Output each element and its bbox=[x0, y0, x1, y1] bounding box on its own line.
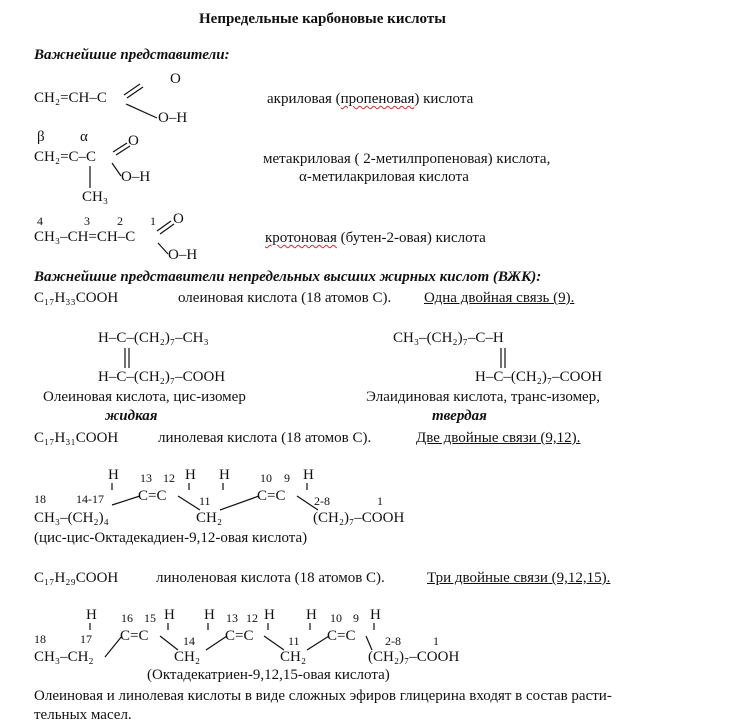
crotonic-name: кротоновая (бутен-2-овая) кислота bbox=[265, 230, 486, 246]
linoleic-h-9: H bbox=[303, 467, 314, 483]
methacrylic-formula: CH₂=C–C bbox=[34, 149, 97, 165]
acrylic-name: акриловая (пропеновая) кислота bbox=[267, 91, 474, 107]
linolenic-formula: C₁₇H₂₉COOH bbox=[34, 570, 119, 586]
trans-row-top: CH₃–(CH₂)₇–C–H bbox=[393, 330, 504, 346]
linolenic-num-17: 17 bbox=[80, 632, 92, 646]
linolenic-double-bonds: Три двойные связи (9,12,15). bbox=[427, 570, 611, 586]
methacrylic-oh-bond bbox=[112, 163, 121, 176]
linolenic-num-9: 9 bbox=[353, 611, 359, 625]
linolenic-ch3-chain: CH₃–CH₂ bbox=[34, 649, 94, 665]
linoleic-formula: C₁₇H₃₁COOH bbox=[34, 430, 119, 446]
crotonic-num-3: 3 bbox=[84, 214, 90, 228]
methacrylic-o-top: O bbox=[128, 133, 139, 149]
linolenic-bond-c bbox=[206, 636, 227, 650]
linoleic-c-eq-c-2: C=C bbox=[257, 488, 286, 504]
oleic-description: олеиновая кислота (18 атомов С). bbox=[178, 290, 392, 306]
linolenic-num-1: 1 bbox=[433, 634, 439, 648]
linoleic-num-14-17: 14-17 bbox=[76, 492, 104, 506]
linoleic-c-eq-c-1: C=C bbox=[138, 488, 167, 504]
linolenic-h-9: H bbox=[370, 607, 381, 623]
linoleic-num-12: 12 bbox=[163, 471, 175, 485]
linolenic-ch2-1: CH₂ bbox=[174, 649, 201, 665]
linolenic-num-15: 15 bbox=[144, 611, 156, 625]
crotonic-formula: CH₃–CH=CH–C bbox=[34, 229, 136, 245]
linolenic-bond-d bbox=[264, 636, 284, 650]
linoleic-h-12: H bbox=[185, 467, 196, 483]
linoleic-bond-a bbox=[112, 496, 140, 505]
page-title: Непредельные карбоновые кислоты bbox=[199, 11, 446, 27]
linolenic-num-13: 13 bbox=[226, 611, 238, 625]
methacrylic-co-bond-2 bbox=[116, 146, 130, 155]
linoleic-tail: (CH₂)₇–COOH bbox=[313, 510, 405, 526]
linolenic-num-14: 14 bbox=[183, 634, 195, 648]
crotonic-oh: O–H bbox=[168, 247, 198, 263]
linolenic-ch2-2: CH₂ bbox=[280, 649, 307, 665]
linolenic-h-10: H bbox=[306, 607, 317, 623]
linolenic-bond-b bbox=[160, 636, 178, 650]
linoleic-num-11: 11 bbox=[199, 494, 211, 508]
linolenic-c-eq-c-3: C=C bbox=[327, 628, 356, 644]
linoleic-ch2: CH₂ bbox=[196, 510, 223, 526]
linolenic-bond-a bbox=[105, 636, 122, 657]
trans-row-bottom: H–C–(CH₂)₇–COOH bbox=[475, 369, 603, 385]
linolenic-h-15: H bbox=[164, 607, 175, 623]
linoleic-num-18: 18 bbox=[34, 492, 46, 506]
methacrylic-oh: O–H bbox=[121, 169, 151, 185]
linolenic-num-16: 16 bbox=[121, 611, 133, 625]
section-heading-higher-fatty-acids: Важнейшие представители непредельных высших жирных кислот (ВЖК): bbox=[34, 269, 542, 285]
cis-row-bottom: H–C–(CH₂)₇–COOH bbox=[98, 369, 226, 385]
linoleic-bond-c bbox=[220, 496, 259, 510]
crotonic-o-top: O bbox=[173, 211, 184, 227]
linoleic-systematic-name: (цис-цис-Октадекадиен-9,12-овая кислота) bbox=[34, 530, 308, 546]
linoleic-num-9: 9 bbox=[284, 471, 290, 485]
linolenic-h-12: H bbox=[264, 607, 275, 623]
methacrylic-ch3: CH₃ bbox=[82, 189, 109, 205]
acrylic-co-bond-1 bbox=[124, 84, 140, 95]
crotonic-num-1: 1 bbox=[150, 214, 156, 228]
crotonic-co-bond-1 bbox=[157, 221, 171, 231]
trans-state: твердая bbox=[432, 408, 487, 424]
section-heading-main-representatives: Важнейшие представители: bbox=[34, 47, 230, 63]
crotonic-co-bond-2 bbox=[160, 224, 174, 234]
linolenic-num-18: 18 bbox=[34, 632, 46, 646]
oleic-double-bonds: Одна двойная связь (9). bbox=[424, 290, 575, 306]
crotonic-num-2: 2 bbox=[117, 214, 123, 228]
trans-caption: Элаидиновая кислота, транс-изомер, bbox=[366, 389, 600, 405]
linoleic-double-bonds: Две двойные связи (9,12). bbox=[416, 430, 581, 446]
acrylic-oh-bond bbox=[126, 104, 157, 118]
linoleic-bond-b bbox=[178, 496, 200, 510]
acrylic-o-top: O bbox=[170, 71, 181, 87]
linoleic-ch3-chain: CH₃–(CH₂)₄ bbox=[34, 510, 109, 526]
linolenic-description: линоленовая кислота (18 атомов С). bbox=[156, 570, 385, 586]
methacrylic-beta-label: β bbox=[37, 129, 45, 145]
linolenic-tail: (CH₂)₇–COOH bbox=[368, 649, 460, 665]
crotonic-num-4: 4 bbox=[37, 214, 43, 228]
cis-row-top: H–C–(CH₂)₇–CH₃ bbox=[98, 330, 209, 346]
linoleic-h-10: H bbox=[219, 467, 230, 483]
linolenic-c-eq-c-1: C=C bbox=[120, 628, 149, 644]
linoleic-h-13: H bbox=[108, 467, 119, 483]
linolenic-systematic-name: (Октадекатриен-9,12,15-овая кислота) bbox=[147, 667, 390, 683]
linoleic-description: линолевая кислота (18 атомов С). bbox=[158, 430, 372, 446]
linolenic-bond-f bbox=[366, 636, 372, 650]
methacrylic-co-bond-1 bbox=[113, 143, 127, 152]
acrylic-co-bond-2 bbox=[127, 87, 143, 98]
linolenic-c-eq-c-2: C=C bbox=[225, 628, 254, 644]
footer-line-2: тельных масел. bbox=[34, 707, 132, 723]
linoleic-bond-d bbox=[297, 496, 318, 510]
linolenic-num-11: 11 bbox=[288, 634, 300, 648]
acrylic-formula: CH₂=CH–C bbox=[34, 90, 107, 106]
linolenic-num-10: 10 bbox=[330, 611, 342, 625]
linolenic-bond-e bbox=[307, 636, 329, 650]
crotonic-oh-bond bbox=[158, 243, 168, 254]
oleic-formula: C₁₇H₃₃COOH bbox=[34, 290, 119, 306]
linoleic-num-2-8: 2-8 bbox=[314, 494, 330, 508]
acrylic-oh: O–H bbox=[158, 110, 188, 126]
linoleic-num-10: 10 bbox=[260, 471, 272, 485]
cis-state: жидкая bbox=[105, 408, 158, 424]
linolenic-h-16: H bbox=[86, 607, 97, 623]
methacrylic-name: метакриловая ( 2-метилпропеновая) кислота, bbox=[263, 151, 551, 167]
linoleic-num-13: 13 bbox=[140, 471, 152, 485]
methacrylic-alpha-label: α bbox=[80, 129, 88, 145]
linoleic-num-1: 1 bbox=[377, 494, 383, 508]
cis-caption: Олеиновая кислота, цис-изомер bbox=[43, 389, 246, 405]
linolenic-h-13: H bbox=[204, 607, 215, 623]
methacrylic-alt-name: α-метилакриловая кислота bbox=[299, 169, 469, 185]
footer-line-1: Олеиновая и линолевая кислоты в виде сложных эфиров глицерина входят в состав расти- bbox=[34, 688, 612, 704]
linolenic-num-2-8: 2-8 bbox=[385, 634, 401, 648]
linolenic-num-12: 12 bbox=[246, 611, 258, 625]
